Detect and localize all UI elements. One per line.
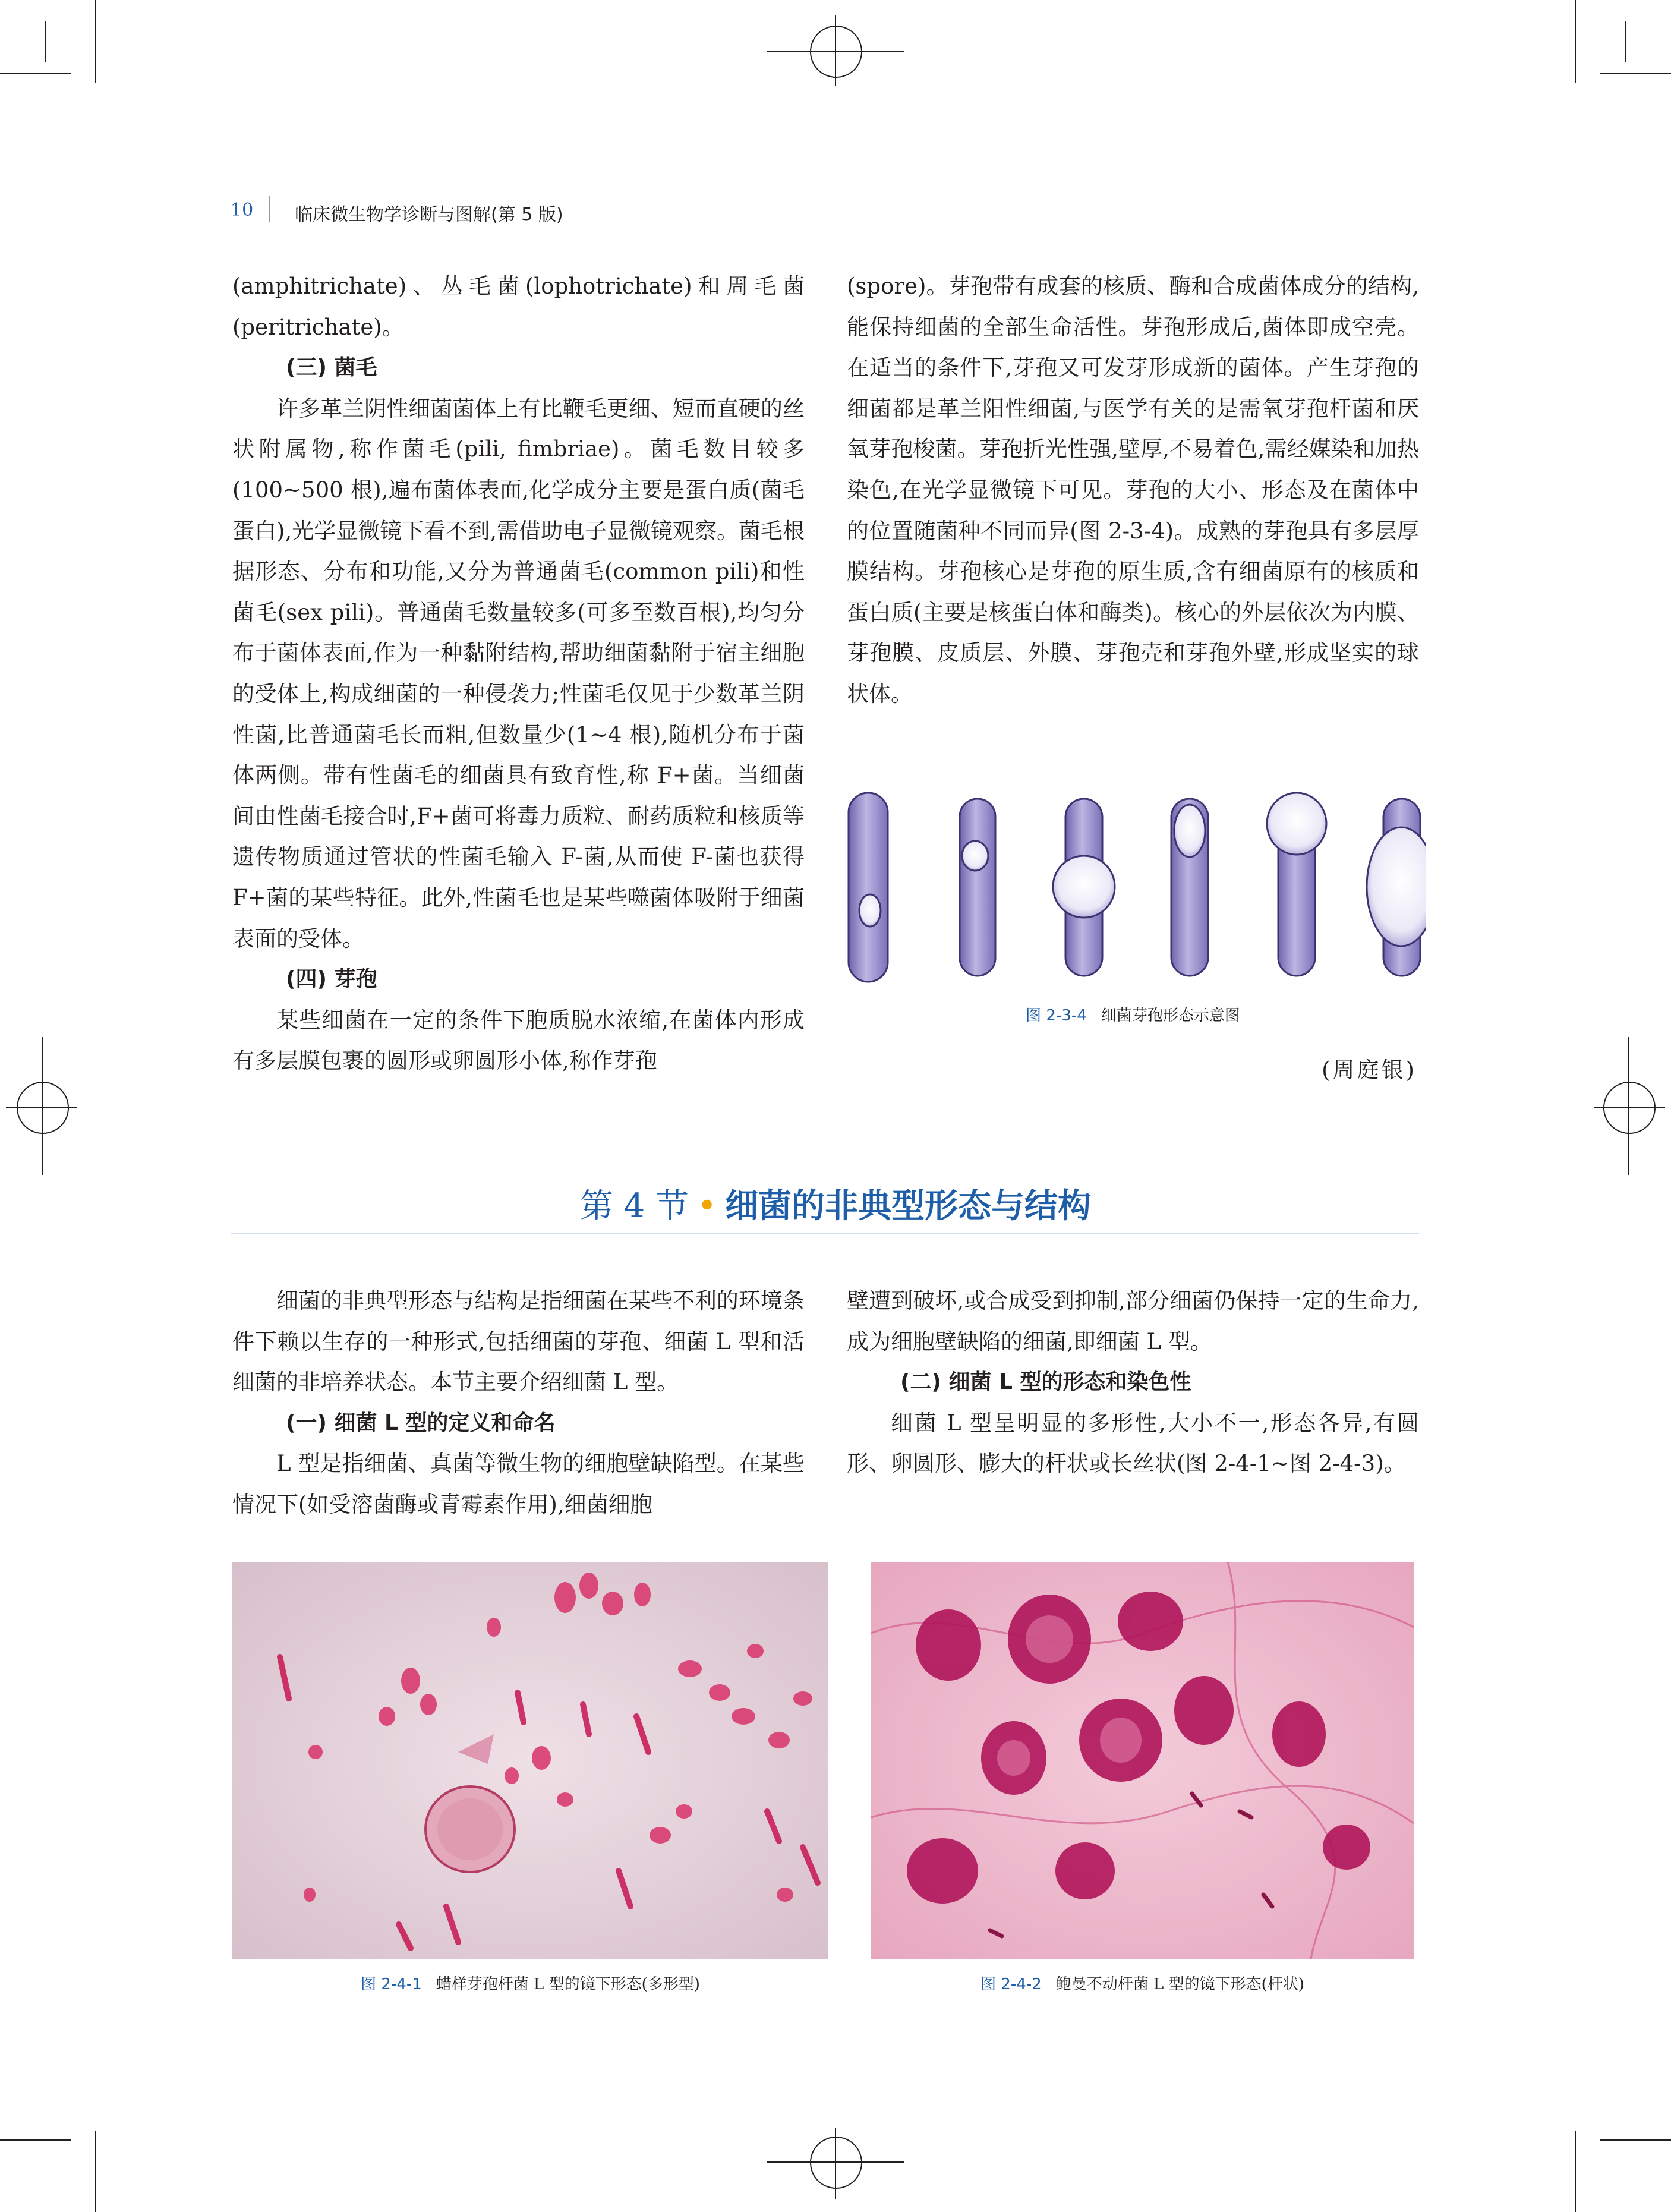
subsection-heading: (二) 细菌 L 型的形态和染色性 <box>900 1370 1191 1395</box>
crop-mark <box>0 73 71 74</box>
page-number: 10 <box>231 200 254 220</box>
header-divider <box>269 196 270 222</box>
micrograph-acinetobacter-l-form <box>871 1562 1414 1959</box>
body-paragraph: L 型是指细菌、真菌等微生物的细胞壁缺陷型。在某些情况下(如受溶菌酶或青霉素作用),细菌细胞 <box>232 1451 805 1517</box>
body-paragraph: 细菌的非典型形态与结构是指细菌在某些不利的环境条件下赖以生存的一种形式,包括细菌的芽孢、细菌 L 型和活细菌的非培养状态。本节主要介绍细菌 L 型。 <box>232 1288 805 1395</box>
subsection-heading: (四) 芽孢 <box>286 967 377 992</box>
crop-mark <box>1600 73 1671 74</box>
figure-number: 图 2-4-2 <box>980 1975 1042 1993</box>
figure-caption <box>232 1972 828 1994</box>
figure-number: 图 2-4-1 <box>361 1975 422 1993</box>
spore-diagram <box>832 784 1426 992</box>
crop-mark <box>1625 21 1626 62</box>
body-paragraph: (amphitrichate)、丛毛菌(lophotrichate)和周毛菌(peritrichate)。 <box>232 273 805 340</box>
crop-mark <box>0 2139 71 2141</box>
subsection-heading: (三) 菌毛 <box>286 355 377 380</box>
figure-caption-text: 鲍曼不动杆菌 L 型的镜下形态(杆状) <box>1055 1975 1304 1993</box>
subsection-heading: (一) 细菌 L 型的定义和命名 <box>286 1410 556 1435</box>
upper-left-column <box>232 266 805 1082</box>
lower-right-column <box>847 1281 1419 1485</box>
micrograph-bacillus-cereus-l-form <box>232 1562 828 1959</box>
crop-mark <box>95 0 96 83</box>
bacillus-drumstick-spore <box>1267 793 1326 976</box>
figure-caption-text: 蜡样芽孢杆菌 L 型的镜下形态(多形型) <box>436 1975 700 1993</box>
body-paragraph: 某些细菌在一定的条件下胞质脱水浓缩,在菌体内形成有多层膜包裹的圆形或卵圆形小体,称作芽孢 <box>232 1007 805 1074</box>
body-paragraph: 壁遭到破坏,或合成受到抑制,部分细菌仍保持一定的生命力,成为细胞壁缺陷的细菌,即细菌 L 型。 <box>847 1288 1419 1354</box>
section-number: 第 4 节 <box>579 1187 689 1225</box>
crop-mark <box>95 2131 96 2212</box>
large-round-body <box>425 1786 515 1872</box>
body-paragraph: 许多革兰阴性细菌菌体上有比鞭毛更细、短而直硬的丝状附属物,称作菌毛(pili, fimbriae)。菌毛数目较多(100~500 根),遍布菌体表面,化学成分主要是蛋白质(菌毛蛋白),光学显微镜下看不到,需借助电子显微镜观察。菌毛根据形态、分布和功能,又分为普通菌毛(common pili)和性菌毛(sex pili)。普通菌毛数量较多(可多至数百根),均匀分布于菌体表面,作为一种黏附结构,帮助细菌黏附于宿主细胞的受体上,构成细菌的一种侵袭力;性菌毛仅见于少数革兰阴性菌,比普通菌毛长而粗,但数量少(1~4 根),随机分布于菌体两侧。带有性菌毛的细菌具有致育性,称 F+菌。当细菌间由性菌毛接合时,F+菌可将毒力质粒、耐药质粒和核质等遗传物质通过管状的性菌毛输入 F-菌,从而使 F-菌也获得 F+菌的某些特征。此外,性菌毛也是某些噬菌体吸附于细菌表面的受体。 <box>232 395 805 951</box>
figure-number: 图 2-3-4 <box>1026 1007 1087 1025</box>
section-title: 细菌的非典型形态与结构 <box>725 1187 1092 1225</box>
body-paragraph: (spore)。芽孢带有成套的核质、酶和合成菌体成分的结构,能保持细菌的全部生命活性。芽孢形成后,菌体即成空壳。在适当的条件下,芽孢又可发芽形成新的菌体。产生芽孢的细菌都是革兰阳性细菌,与医学有关的是需氧芽孢杆菌和厌氧芽孢梭菌。芽孢折光性强,壁厚,不易着色,需经媒染和加热染色,在光学显微镜下可见。芽孢的大小、形态及在菌体中的位置随菌种不同而异(图 2-3-4)。成熟的芽孢具有多层厚膜结构。芽孢核心是芽孢的原生质,含有细菌原有的核质和蛋白质(主要是核蛋白体和酶类)。核心的外层依次为内膜、芽孢膜、皮质层、外膜、芽孢壳和芽孢外壁,形成坚实的球状体。 <box>847 273 1419 707</box>
registration-crosshair <box>810 2137 862 2189</box>
bacillus-terminal-oval-spore <box>1171 799 1208 976</box>
registration-crosshair <box>17 1082 69 1134</box>
figure-caption <box>847 1003 1419 1025</box>
figure-caption-text: 细菌芽孢形态示意图 <box>1101 1007 1240 1025</box>
author-credit: (周庭银) <box>1322 1057 1417 1083</box>
section-bullet: • <box>697 1187 717 1225</box>
bacillus-central-swollen-spore <box>1053 799 1115 976</box>
section-rule <box>231 1233 1419 1234</box>
crop-mark <box>1600 2139 1671 2141</box>
crop-mark <box>1575 0 1576 83</box>
upper-right-column <box>847 266 1419 715</box>
registration-crosshair <box>1603 1082 1656 1134</box>
section-heading <box>0 1180 1671 1227</box>
body-paragraph: 细菌 L 型呈明显的多形性,大小不一,形态各异,有圆形、卵圆形、膨大的杆状或长丝状(图 2-4-1~图 2-4-3)。 <box>847 1410 1419 1477</box>
bacillus-terminal-small-spore <box>849 793 888 982</box>
crop-mark <box>45 21 46 62</box>
crop-mark <box>1575 2131 1576 2212</box>
bacillus-subterminal-spore <box>960 799 995 976</box>
bacillus-central-large-spore <box>1367 799 1426 976</box>
lower-left-column <box>232 1281 805 1526</box>
figure-caption <box>871 1972 1414 1994</box>
registration-crosshair <box>810 26 862 78</box>
running-title: 临床微生物学诊断与图解(第 5 版) <box>295 204 563 225</box>
